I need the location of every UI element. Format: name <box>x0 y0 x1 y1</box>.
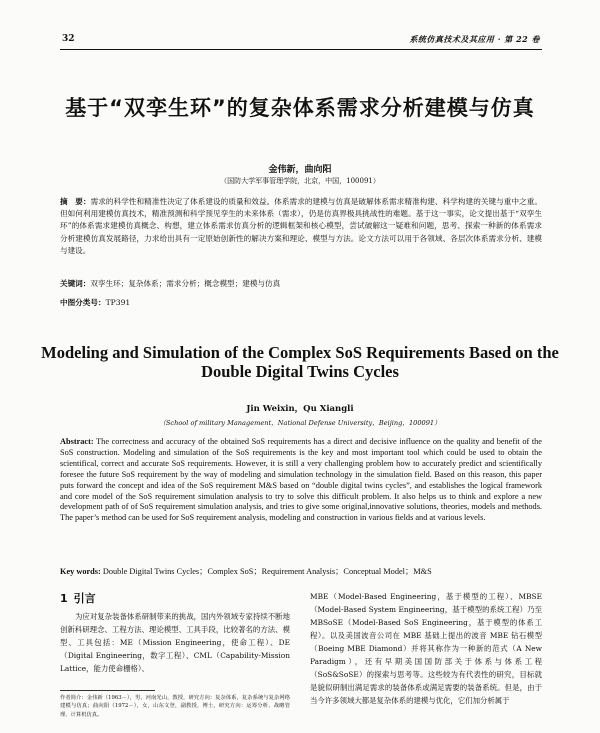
classification-label: 中图分类号： <box>60 298 106 307</box>
section-heading <box>60 590 290 606</box>
section-title: 引言 <box>73 592 96 605</box>
chinese-abstract-label: 摘 要： <box>60 197 91 206</box>
header-rule <box>60 49 542 50</box>
chinese-affiliation: （国防大学军事管理学院，北京，中国，100091） <box>220 177 380 185</box>
classification-value: TP391 <box>105 298 131 307</box>
chinese-keywords-text: 双孪生环；复杂体系；需求分析；概念模型；建模与仿真 <box>90 279 281 288</box>
right-column <box>310 590 542 707</box>
author-footnote: 作者简介：金伟新（1963－），男，河南光山，教授，研究方向：复杂体系，复杂系统与复杂网络建模与仿真；曲向阳（1972－），女，山东文登，副教授，博士，研究方向：运筹分析、战略管理、计算机仿真。 <box>60 695 290 718</box>
left-column <box>60 590 290 675</box>
intro-paragraph-right: MBE（Model-Based Engineering，基于模型的工程）、MBSE（Model-Based System Engineering，基于模型的系统工程）乃至 MBSoSE（Model-Based SoS Engineering，基于模型的体系工程）。以及美国波音公司在 MBE 基础上提出的波音 MBE 钻石模型（Boeing MBE Diamond）并将其称作为一种新的范式（A New Paradigm），还有早期美国国防部关于体系与体系工程（SoS&SoSE）的探索与思考等。这些较为有代表性的研究，目标就是貌似研制出满足需求的装备体系或满足需要的装备系统。但是，由于当今许多领域大都是复杂体系的建模与优化，它们加分析属于 <box>310 592 542 705</box>
journal-running-head: 系统仿真技术及其应用 · 第 22 卷 <box>409 34 540 44</box>
english-keywords-label: Key words: <box>60 567 101 576</box>
english-title: Modeling and Simulation of the Complex SoS Requirements Based on the Double Digital Twins Cycles <box>41 343 559 381</box>
english-abstract <box>60 437 542 524</box>
chinese-abstract-text: 需求的科学性和精准性决定了体系建设的质量和效益。体系需求的建模与仿真是破解体系需求精准构建、科学构建的关键与重中之重。但如何利用建模仿真技术，精准预测和科学预见孪生的未来体系（需求），仍是仿真界极具挑战性的难题。基于这一事实，论文提出基于“双孪生环”的体系需求建模仿真概念、构想，建立体系需求仿真分析的逻辑框架和核心模型，尝试破解这一疑难和问题，思考、探索一种新的体系需求分析建模仿真发展路径，力求给出具有一定原始创新性的解决方案和理论、模型与方法。论文方法可以用于各领域、各层次体系需求分析、建模与建设。 <box>60 197 542 255</box>
english-keywords-text: Double Digital Twins Cycles；Complex SoS；Requirement Analysis；Conceptual Model；M&S <box>102 567 432 576</box>
chinese-keywords-label: 关键词： <box>60 279 91 288</box>
intro-paragraph-left: 为应对复杂装备体系研制带来的挑战，国内外领域专家持续不断地创新科研理念、工程方法、理论模型、工具手段，比较著名的方法、模型、工具包括：ME（Mission Engineering，使命工程）、DE（Digital Engineering，数字工程）、CML（Capability-Mission Lattice，能力使命栅格）、 <box>60 612 290 673</box>
footnote-rule <box>60 690 155 691</box>
page-number: 32 <box>62 34 75 44</box>
chinese-keywords <box>60 278 542 289</box>
english-authors: Jin Weixin，Qu Xiangli <box>246 404 354 414</box>
english-abstract-label: Abstract: <box>60 437 94 446</box>
chinese-abstract <box>60 196 542 257</box>
section-number: 1 <box>60 592 68 605</box>
english-affiliation: （School of military Management，National Defense University，Beijing，100091） <box>159 419 441 427</box>
classification-number <box>60 297 542 308</box>
chinese-authors: 金伟新，曲向阳 <box>268 165 332 175</box>
english-keywords <box>60 565 542 577</box>
chinese-title: 基于“双孪生环”的复杂体系需求分析建模与仿真 <box>65 96 535 120</box>
english-abstract-text: The correctness and accuracy of the obtained SoS requirements has a direct and decisive influence on the quality and benefit of the SoS construction. Modeling and simulation of the SoS requirements is the key and most important tool which could be used to obtain the scientifical, correct and accurate SoS requirements. However, it is still a very challenging problem how to accurately predict and scientifically foresee the future SoS requirement by the way of modeling and simulation technology in the simulation field. Based on this reason, this paper puts forward the concept and idea of the SoS requirement M&S based on “double digital twins cycles”, and establishes the logical framework and core model of the SoS requirement simulation analysis to try to solve this difficult problem. It also helps us to think and explore a new development path of of SoS requirement simulation analysis, and tries to give some original,innovative solutions, theories, models and methods. The paper’s method can be used for SoS requirement analysis, modeling and construction in various fields and at various levels. <box>60 437 542 523</box>
